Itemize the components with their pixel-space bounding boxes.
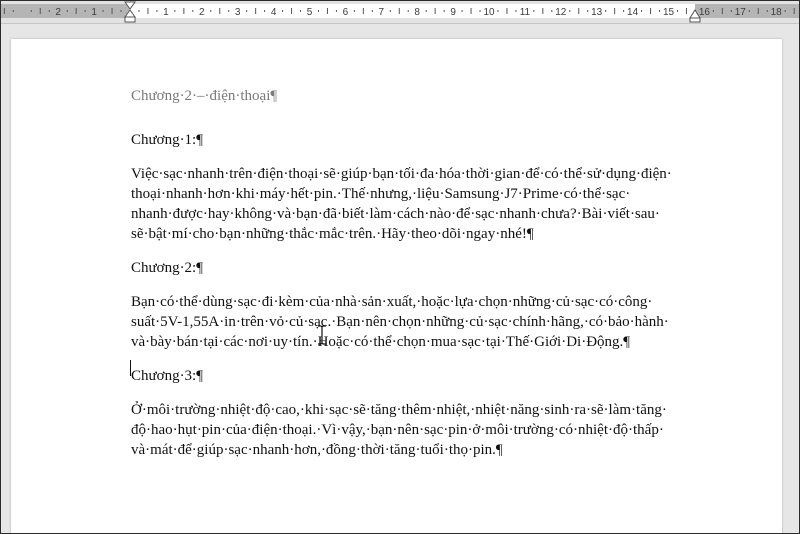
text-cursor <box>130 360 131 376</box>
ruler-tick <box>300 10 301 12</box>
ruler-tick <box>686 8 687 14</box>
ruler-tick <box>731 10 732 12</box>
ruler-tick <box>623 10 624 12</box>
ruler-tick <box>605 10 606 12</box>
ruler-label: 11 <box>519 7 531 18</box>
ruler-label: 5 <box>306 7 313 18</box>
ruler-label: 10 <box>483 7 495 18</box>
ruler-tick <box>722 8 723 14</box>
document-page[interactable] <box>11 39 782 534</box>
paragraph-2-line: Bạn·có·thể·dùng·sạc·đi·kèm·của·nhà·sản·xuất,·hoặc·lựa·chọn·những·củ·sạc·có·công· <box>131 294 653 310</box>
paragraph-1-line: Việc·sạc·nhanh·trên·điện·thoại·sẽ·giúp·bạn·tối·đa·hóa·thời·gian·để·có·thể·sử·dụng·điện· <box>131 166 672 182</box>
ruler-tick <box>103 10 104 12</box>
ruler-tick <box>112 8 113 14</box>
ruler-label: 6 <box>342 7 349 18</box>
ruler-tick <box>471 8 472 14</box>
ruler-tick <box>767 10 768 12</box>
paragraph-2-line: và·bày·bán·tại·các·nơi·uy·tín.·Hoặc·có·thể·chọn·mua·sạc·tại·Thế·Giới·Di·Động.¶ <box>131 334 631 350</box>
ruler-tick <box>156 10 157 12</box>
ruler-tick <box>121 10 122 12</box>
ruler-tick <box>569 10 570 12</box>
ruler-tick <box>497 10 498 12</box>
ruler-label: 17 <box>734 7 746 18</box>
ruler-tick <box>426 10 427 12</box>
ruler-tick <box>785 10 786 12</box>
ibeam-pointer-icon <box>317 325 327 345</box>
ruler-tick <box>515 10 516 12</box>
ruler-tick <box>444 10 445 12</box>
ruler-tick <box>291 8 292 14</box>
ruler-tick <box>336 10 337 12</box>
paragraph-2-line: suất·5V-1,55A·in·trên·vỏ·củ·sạc.·Bạn·nên·chọn·những·củ·sạc·chính·hãng,·có·bảo·hành· <box>131 314 669 330</box>
ruler-label: 15 <box>662 7 675 18</box>
ruler-tick <box>219 8 220 14</box>
ruler-tick <box>659 10 660 12</box>
ruler-label: 9 <box>450 7 456 18</box>
ruler-tick <box>147 8 148 14</box>
ruler-tick <box>506 8 507 14</box>
ruler-label: 12 <box>555 7 567 18</box>
paragraph-1-line: thoại·nhanh·hơn·khi·máy·hết·pin.·Thế·nhưng,·liệu·Samsung·J7·Prime·có·thể·sạc· <box>131 186 631 202</box>
ruler-label: 1 <box>163 7 169 18</box>
ruler-tick <box>183 8 184 14</box>
ruler-tick <box>67 10 68 12</box>
ruler-label: 4 <box>270 7 277 18</box>
ruler-tick <box>677 10 678 12</box>
ruler-tick <box>282 10 283 12</box>
ruler-tick <box>4 8 5 14</box>
ruler-tick <box>587 10 588 12</box>
paragraph-3-line: độ·hao·hụt·pin·của·điện·thoại.·Vì·vậy,·bạn·nên·sạc·pin·ở·môi·trường·có·nhiệt·độ·thấp· <box>131 422 664 438</box>
ruler-tick <box>614 8 615 14</box>
ruler-tick <box>363 8 364 14</box>
ruler-tick <box>31 10 32 12</box>
document-heading: Chương·2·–·điện·thoại¶ <box>131 88 278 104</box>
paragraph-3-line: Ở·môi·trường·nhiệt·độ·cao,·khi·sạc·sẽ·tăng·thêm·nhiệt,·nhiệt·năng·sinh·ra·sẽ·làm·tăng· <box>131 402 667 418</box>
chapter-2-heading: Chương·2:¶ <box>131 260 204 276</box>
document-body[interactable] <box>131 86 701 460</box>
ruler-tick <box>480 10 481 12</box>
paragraph-1-line: sẽ·bật·mí·cho·bạn·những·thắc·mắc·trên.·Hãy·theo·dõi·ngay·nhé!¶ <box>131 226 534 242</box>
ruler-label: 13 <box>591 7 603 18</box>
ruler-tick <box>327 8 328 14</box>
paragraph-1-line: nhanh·được·hay·không·và·bạn·đã·biết·làm·cách·nào·để·sạc·nhanh·chưa?·Bài·viết·sau· <box>131 206 660 222</box>
ruler-tick <box>578 8 579 14</box>
ruler-label: 1 <box>91 7 97 18</box>
ruler-tick <box>192 10 193 12</box>
ruler-label: 3 <box>234 7 241 18</box>
ruler-label: 14 <box>627 7 639 18</box>
ruler-tick <box>533 10 534 12</box>
ruler-ticks <box>1 1 799 23</box>
ruler-tick <box>408 10 409 12</box>
ruler-tick <box>76 8 77 14</box>
ruler-label: 18 <box>770 7 782 18</box>
ruler-tick <box>399 8 400 14</box>
ruler-tick <box>749 10 750 12</box>
ruler-tick <box>390 10 391 12</box>
ruler-tick <box>49 10 50 12</box>
chapter-3-heading: Chương·3:¶ <box>131 368 204 384</box>
ruler-label: 8 <box>414 7 420 18</box>
left-indent-marker[interactable] <box>125 2 135 22</box>
ruler-tick <box>462 10 463 12</box>
ruler-tick <box>641 10 642 12</box>
ruler-tick <box>85 10 86 12</box>
ruler-tick <box>542 8 543 14</box>
ruler-label: 16 <box>698 7 710 18</box>
ruler-tick <box>650 8 651 14</box>
ruler-tick <box>551 10 552 12</box>
ruler-tick <box>713 10 714 12</box>
ruler-tick <box>372 10 373 12</box>
ruler-tick <box>228 10 229 12</box>
horizontal-ruler[interactable] <box>1 1 799 24</box>
ruler-tick <box>318 10 319 12</box>
ruler-tick <box>354 10 355 12</box>
ruler-tick <box>246 10 247 12</box>
ruler-tick <box>255 8 256 14</box>
chapter-1-heading: Chương·1:¶ <box>131 132 204 148</box>
ruler-label: 2 <box>55 7 61 18</box>
ruler-tick <box>40 8 41 14</box>
ruler-label: 7 <box>378 7 385 18</box>
ruler-tick <box>13 10 14 12</box>
ruler-tick <box>758 8 759 14</box>
ruler-label: 2 <box>199 7 205 18</box>
paragraph-3-line: và·mát·để·giúp·sạc·nhanh·hơn,·đồng·thời·tăng·tuổi·thọ·pin.¶ <box>131 442 503 458</box>
ruler-tick <box>174 10 175 12</box>
ruler-tick <box>435 8 436 14</box>
ruler-tick <box>794 8 795 14</box>
ruler-tick <box>138 10 139 12</box>
ruler-tick <box>264 10 265 12</box>
ruler-tick <box>210 10 211 12</box>
